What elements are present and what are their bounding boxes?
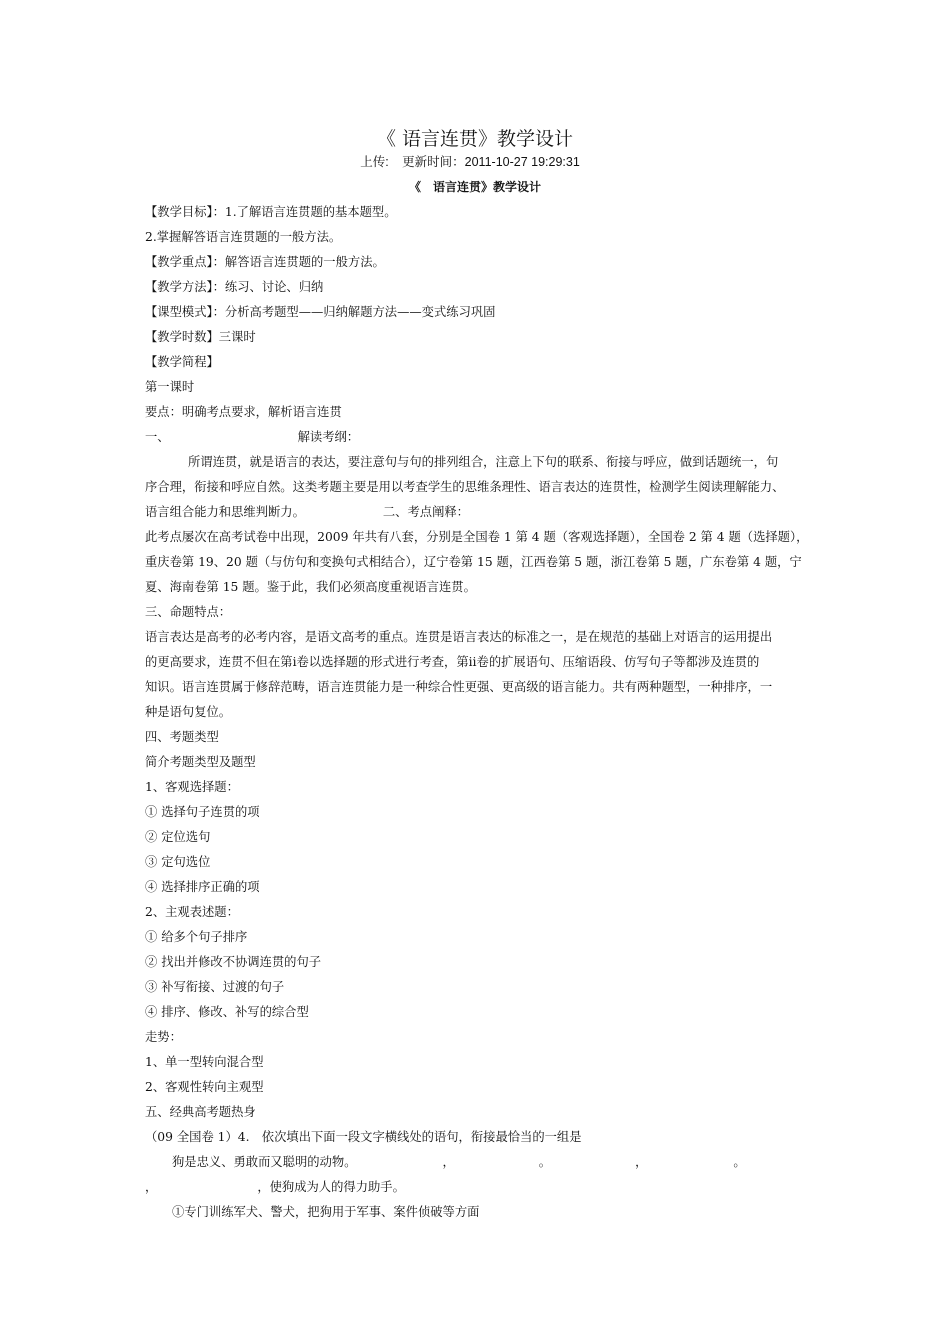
- list-item: ④ 排序、修改、补写的综合型: [145, 1005, 309, 1019]
- question-text-line: [145, 1179, 405, 1195]
- section-heading-2: 二、考点阐释：: [382, 505, 469, 519]
- paragraph-text: 语言组合能力和思维判断力。: [145, 505, 305, 519]
- list-item: 1、客观选择题：: [145, 780, 239, 794]
- text-line: 要点：明确考点要求，解析语言连贯: [145, 405, 342, 419]
- text-line: 【教学时数】三课时: [145, 330, 256, 344]
- section-title: 解读考纲：: [297, 430, 360, 444]
- blank-punct: 。: [538, 1155, 552, 1169]
- paragraph-line: 夏、海南卷第 15 题。鉴于此，我们必须高度重视语言连贯。: [145, 580, 476, 594]
- paragraph-line: 语言表达是高考的必考内容，是语文高考的重点。连贯是语言表达的标准之一，是在规范的基础上对语言的运用提出: [145, 630, 773, 644]
- list-item: 2、客观性转向主观型: [145, 1080, 264, 1094]
- list-item: ① 选择句子连贯的项: [145, 805, 260, 819]
- text-line: 【教学目标】：1.了解语言连贯题的基本题型。: [145, 205, 397, 219]
- text-line: 第一课时: [145, 380, 195, 394]
- text-line: 【教学重点】：解答语言连贯题的一般方法。: [145, 255, 385, 269]
- list-item: 走势：: [145, 1030, 182, 1044]
- paragraph-line: 此考点屡次在高考试卷中出现，2009 年共有八套，分别是全国卷 1 第 4 题（客观选择题），全国卷 2 第 4 题（选择题），: [145, 530, 809, 544]
- list-item: 五、经典高考题热身: [145, 1105, 256, 1119]
- list-item: ③ 补写衔接、过渡的句子: [145, 980, 285, 994]
- question-text: 狗是忠义、勇敢而又聪明的动物。: [172, 1155, 357, 1169]
- paragraph-line: 序合理，衔接和呼应自然。这类考题主要是用以考查学生的思维条理性、语言表达的连贯性，检测学生阅读理解能力、: [145, 480, 785, 494]
- updated-time: 更新时间：2011-10-27 19:29:31: [402, 155, 580, 169]
- list-item: 四、考题类型: [145, 730, 219, 744]
- document-title: 《 语言连贯》教学设计: [376, 128, 574, 150]
- list-item: 1、单一型转向混合型: [145, 1055, 264, 1069]
- paragraph-line: 种是语句复位。: [145, 705, 232, 719]
- list-item: ① 给多个句子排序: [145, 930, 248, 944]
- text-line: 【课型模式】：分析高考题型——归纳解题方法——变式练习巩固: [145, 305, 496, 319]
- paragraph-line: [145, 504, 469, 520]
- paragraph-line: 的更高要求，连贯不但在第ⅰ卷以选择题的形式进行考查，第ⅱ卷的扩展语句、压缩语段、仿写句子等都涉及连贯的: [145, 655, 760, 669]
- paragraph-line: 重庆卷第 19、20 题（与仿句和变换句式相结合），辽宁卷第 15 题，江西卷第 5 题，浙江卷第 5 题，广东卷第 4 题，宁: [145, 555, 802, 569]
- document-subtitle: 《 语言连贯》教学设计: [408, 180, 541, 194]
- document-meta: [0, 152, 950, 170]
- paragraph-line: 所谓连贯，就是语言的表达，要注意句与句的排列组合，注意上下句的联系、衔接与呼应，做到话题统一，句: [188, 455, 779, 469]
- text-line: 【教学简程】: [145, 355, 219, 369]
- list-item: 2、主观表述题：: [145, 905, 239, 919]
- paragraph-line: 知识。语言连贯属于修辞范畴，语言连贯能力是一种综合性更强、更高级的语言能力。共有两种题型，一种排序，一: [145, 680, 773, 694]
- list-item: ③ 定句选位: [145, 855, 211, 869]
- list-item: ② 找出并修改不协调连贯的句子: [145, 955, 322, 969]
- section-number: 一、: [145, 430, 170, 444]
- section-heading-1: [145, 429, 359, 445]
- text-line: 2.掌握解答语言连贯题的一般方法。: [145, 230, 342, 244]
- question-text: ，使狗成为人的得力助手。: [257, 1180, 405, 1194]
- section-heading-3: 三、命题特点：: [145, 605, 232, 619]
- blank-punct: 。: [733, 1155, 746, 1169]
- list-item: ② 定位选句: [145, 830, 211, 844]
- list-item: 简介考题类型及题型: [145, 755, 256, 769]
- text-line: 【教学方法】：练习、讨论、归纳: [145, 280, 324, 294]
- question-text-line: [172, 1154, 746, 1170]
- blank-punct: ，: [635, 1155, 648, 1169]
- blank-punct: ，: [442, 1155, 455, 1169]
- question-stem: （09 全国卷 1）4. 依次填出下面一段文字横线处的语句，衔接最恰当的一组是: [145, 1130, 582, 1144]
- blank-punct: ，: [145, 1180, 158, 1194]
- upload-label: 上传:: [360, 155, 389, 169]
- list-item: ④ 选择排序正确的项: [145, 880, 260, 894]
- question-option: ①专门训练军犬、警犬，把狗用于军事、案件侦破等方面: [172, 1205, 480, 1219]
